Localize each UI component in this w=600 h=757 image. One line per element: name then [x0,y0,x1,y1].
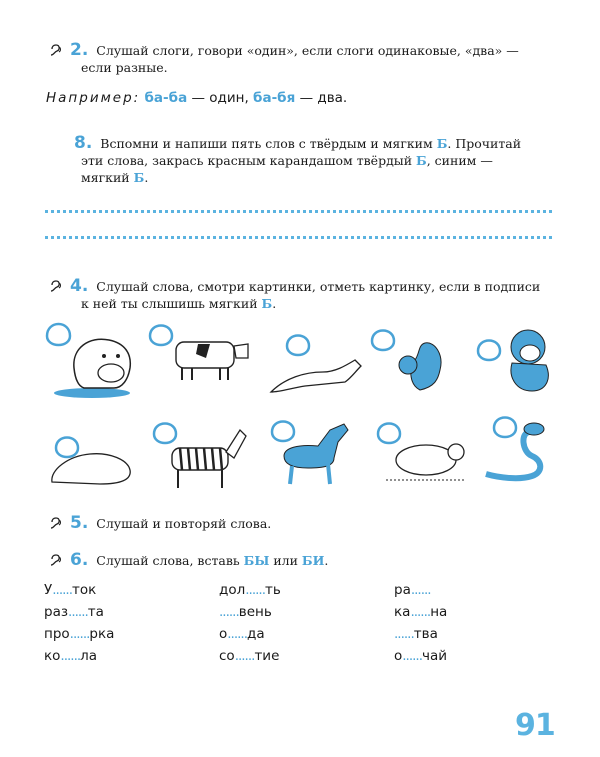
task-text: . [324,553,329,568]
fill-word[interactable]: У......ток [44,582,97,598]
fill-word[interactable]: ра...... [394,582,431,598]
zebra-icon [152,418,252,490]
fill-word[interactable]: про......рка [44,626,115,642]
fill-word[interactable]: ......тва [394,626,438,642]
cow-icon [148,320,253,382]
squirrel-icon [370,325,450,395]
task-text: Слушай слова, смотри картинки, отметь картинку, если в подписи [96,279,541,294]
task-number: 6. [69,550,89,570]
fox-icon [265,330,365,395]
task-2 [48,42,558,76]
option-by: БЫ [243,553,270,568]
letter-b: Б [133,170,145,185]
fill-word[interactable]: ко......ла [44,648,98,664]
snake-icon [480,412,560,484]
horse-icon [268,416,368,488]
monkey-icon [476,325,556,395]
task-text: или [273,553,298,568]
task-number: 2. [69,40,89,60]
task-text-cont: если разные. [81,60,168,75]
example-line [46,90,347,106]
task-number: 5. [69,513,89,533]
fill-word[interactable]: раз......та [44,604,104,620]
letter-b: Б [261,296,273,311]
task-text: мягкий [81,170,130,185]
ear-listen-icon [48,279,66,293]
ear-listen-icon [48,516,66,530]
fill-word[interactable]: ка......на [394,604,448,620]
syllable-pair: ба-бя [253,90,296,106]
example-result: — один, [187,90,254,106]
task-text: Вспомни и напиши пять слов с твёрдым и мягким [100,136,433,151]
letter-b: Б [416,153,427,168]
hippo-icon [44,318,139,400]
ear-listen-icon [48,43,66,57]
fill-word[interactable]: о......чай [394,648,448,664]
fill-word[interactable]: о......да [219,626,265,642]
task-number: 4. [69,276,89,296]
syllable-pair: ба-ба [144,90,188,106]
task-text: . [144,170,149,185]
task-text: Слушай слова, вставь [96,553,240,568]
task-number: 8. [73,133,93,153]
task-text: , синим — [426,153,493,168]
fill-word[interactable]: ......вень [219,604,272,620]
page-number: 91 [515,708,555,743]
task-text: Слушай и повторяй слова. [96,516,272,531]
task-text: к ней ты слышишь мягкий [81,296,258,311]
fill-word[interactable]: со......тие [219,648,280,664]
example-result: — два. [295,90,348,106]
task-6 [48,552,558,569]
task-text: . Прочитай [447,136,522,151]
letter-b: Б [436,136,448,151]
beaver-icon [40,432,140,487]
task-3 [48,135,558,186]
writing-line[interactable] [45,236,552,239]
example-label: Например: [46,90,141,106]
sheep-icon [376,418,471,483]
task-5 [48,515,558,532]
task-text: . [272,296,277,311]
task-text: Слушай слоги, говори «один», если слоги одинаковые, «два» — [96,43,519,58]
writing-line[interactable] [45,210,552,213]
task-4 [48,278,558,312]
fill-word[interactable]: дол......ть [219,582,281,598]
task-text: эти слова, закрась красным карандашом твёрдый [81,153,413,168]
ear-listen-icon [48,553,66,567]
option-bi: БИ [301,553,325,568]
